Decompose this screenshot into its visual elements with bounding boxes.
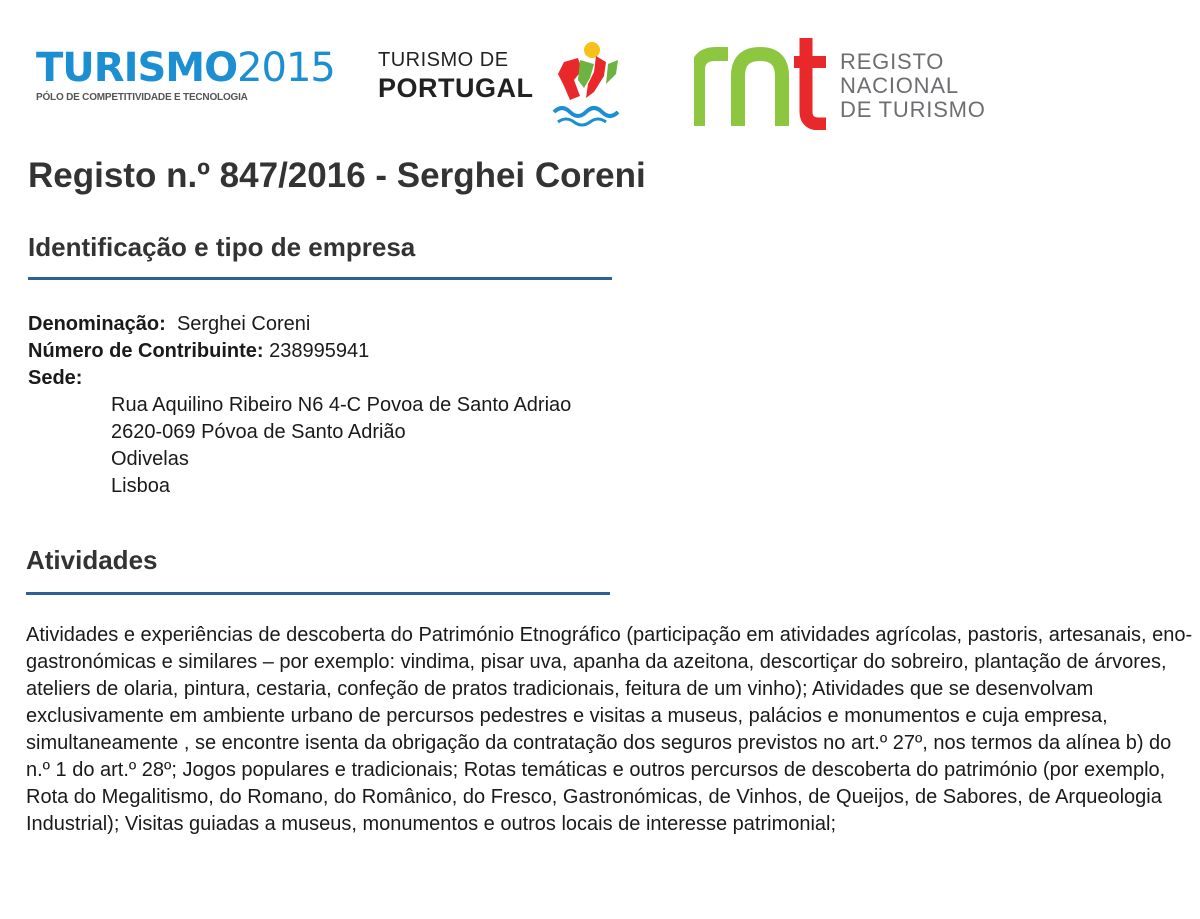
name-value: Serghei Coreni bbox=[176, 313, 311, 335]
nif-label: Número de Contribuinte: bbox=[28, 340, 264, 362]
turismo-year: 2015 bbox=[237, 45, 335, 91]
address-district: Lisboa bbox=[111, 475, 170, 497]
address-street: Rua Aquilino Ribeiro N6 4-C Povoa de Santo Adriao bbox=[111, 394, 572, 416]
address-municipality: Odivelas bbox=[111, 448, 189, 470]
name-row bbox=[28, 311, 571, 338]
rnt-mark-icon bbox=[694, 36, 829, 130]
turismo-2015-logo bbox=[36, 46, 336, 116]
turismo-2015-wordmark bbox=[36, 46, 336, 90]
activities-text: Atividades e experiências de descoberta do Património Etnográfico (participação em atividades agrícolas, pastoris, artesanais, eno-gastronómicas e similares – por exemplo: vindima, pisar uva, apanha da azeitona, descortiçar do sobreiro, plantação de árvores, ateliers de olaria, pintura, cestaria, confeção de pratos tradicionais, feitura de um vinho); Atividades que se desenvolvam exclusivamente em ambiente urbano de percursos pedestres e visitas a museus, palácios e monumentos e cuja empresa, simultaneamente , se encontre isenta da obrigação da contratação dos seguros previstos no art.º 27º, nos termos da alínea b) do n.º 1 do art.º 28º; Jogos populares e tradicionais; Rotas temáticas e outros percursos de descoberta do património (por exemplo, Rota do Megalitismo, do Romano, do Românico, do Fresco, Gastronómicas, de Vinhos, de Queijos, de Sabores, de Arqueologia Industrial); Visitas guiadas a museus, monumentos e outros locais de interesse patrimonial; bbox=[26, 624, 1193, 835]
hq-address bbox=[28, 392, 571, 500]
identification-heading: Identificação e tipo de empresa bbox=[28, 232, 416, 262]
rnt-line1: REGISTO bbox=[840, 49, 945, 74]
identification-details bbox=[28, 311, 571, 500]
tdp-line2: PORTUGAL bbox=[378, 73, 534, 103]
name-label: Denominação: bbox=[28, 313, 166, 335]
turismo-word: TURISMO bbox=[36, 45, 238, 91]
tdp-line1: TURISMO DE bbox=[378, 49, 509, 71]
address-postal: 2620-069 Póvoa de Santo Adrião bbox=[111, 421, 406, 443]
turismo-2015-tagline: PÓLO DE COMPETITIVIDADE E TECNOLOGIA bbox=[36, 92, 248, 103]
page-title: Registo n.º 847/2016 - Serghei Coreni bbox=[28, 156, 646, 195]
hq-label: Sede: bbox=[28, 367, 83, 389]
rnt-line3: DE TURISMO bbox=[840, 97, 986, 122]
nif-row bbox=[28, 338, 571, 365]
identification-divider bbox=[28, 277, 612, 280]
activities-divider bbox=[26, 592, 610, 595]
nif-value: 238995941 bbox=[269, 340, 370, 362]
rnt-line2: NACIONAL bbox=[840, 73, 959, 98]
hq-row bbox=[28, 365, 571, 392]
turismo-de-portugal-logo bbox=[378, 40, 640, 130]
rnt-wordmark bbox=[840, 50, 986, 122]
rnt-logo bbox=[694, 36, 994, 130]
portugal-emblem-icon bbox=[544, 40, 640, 130]
activities-heading: Atividades bbox=[26, 545, 158, 575]
